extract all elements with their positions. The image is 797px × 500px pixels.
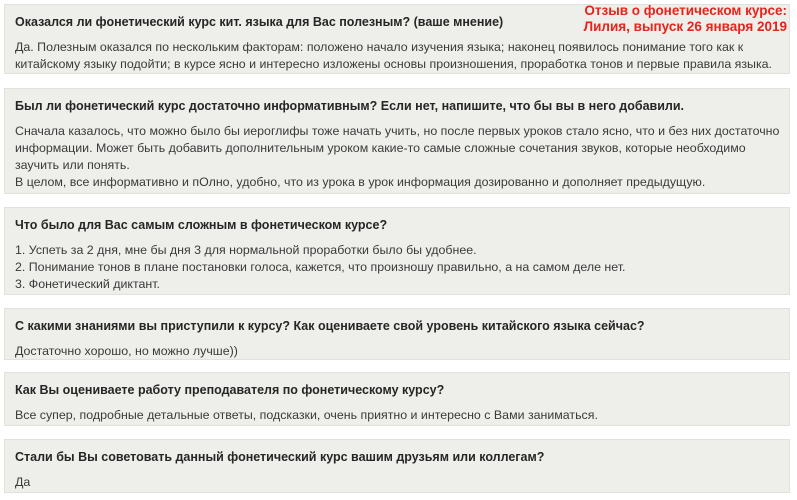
answer-line: Сначала казалось, что можно было бы иероглифы тоже начать учить, но после первых уроков стало ясно, что и без них достаточно [15,124,780,138]
answer-line: заучить или понять. [15,158,130,172]
answer-line: 2. Понимание тонов в плане постановки голоса, кажется, что произношу правильно, а на самом деле нет. [15,260,626,274]
question-text: Что было для Вас самым сложным в фонетическом курсе? [15,218,388,232]
qa-block [4,372,790,426]
question-text: Был ли фонетический курс достаточно информативным? Если нет, напишите, что бы вы в него добавили. [15,99,685,113]
review-caption-line2: Лилия, выпуск 26 января 2019 [583,19,787,34]
question-text: Стали бы Вы советовать данный фонетический курс вашим друзьям или коллегам? [15,450,545,464]
answer-line: Да [15,475,31,489]
qa-block [4,439,790,493]
review-caption-line1: Отзыв о фонетическом курсе: [584,3,787,18]
qa-block [4,207,790,295]
review-caption [584,3,787,35]
answer-line: 1. Успеть за 2 дня, мне бы дня 3 для нормальной проработки было бы удобнее. [15,243,477,257]
answer-line: Достаточно хорошо, но можно лучше)) [15,344,238,358]
question-text: Оказался ли фонетический курс кит. языка для Вас полезным? (ваше мнение) [15,15,504,29]
qa-block [4,88,790,194]
answer-line: Да. Полезным оказался по нескольким факторам: положено начало изучения языка; наконец появилось понимание того как к [15,40,744,54]
question-text: Как Вы оцениваете работу преподавателя по фонетическому курсу? [15,383,445,397]
qa-block [4,308,790,360]
answer-line: информации. Может быть добавить дополнительным уроком какие-то самые сложные сочетания звуков, которые необходимо [15,141,746,155]
answer-line: 3. Фонетический диктант. [15,277,160,291]
question-text: С какими знаниями вы приступили к курсу? Как оцениваете свой уровень китайского языка сейчас? [15,319,645,333]
answer-line: В целом, все информативно и пОлно, удобно, что из урока в урок информация дозированно и дополняет предыдущую. [15,175,706,189]
answer-line: Все супер, подробные детальные ответы, подсказки, очень приятно и интересно с Вами заниматься. [15,408,598,422]
answer-line: китайскому языку подойти; в курсе ясно и интересно изложены основы произношения, проработка тонов и первые правила языка. [15,57,772,71]
